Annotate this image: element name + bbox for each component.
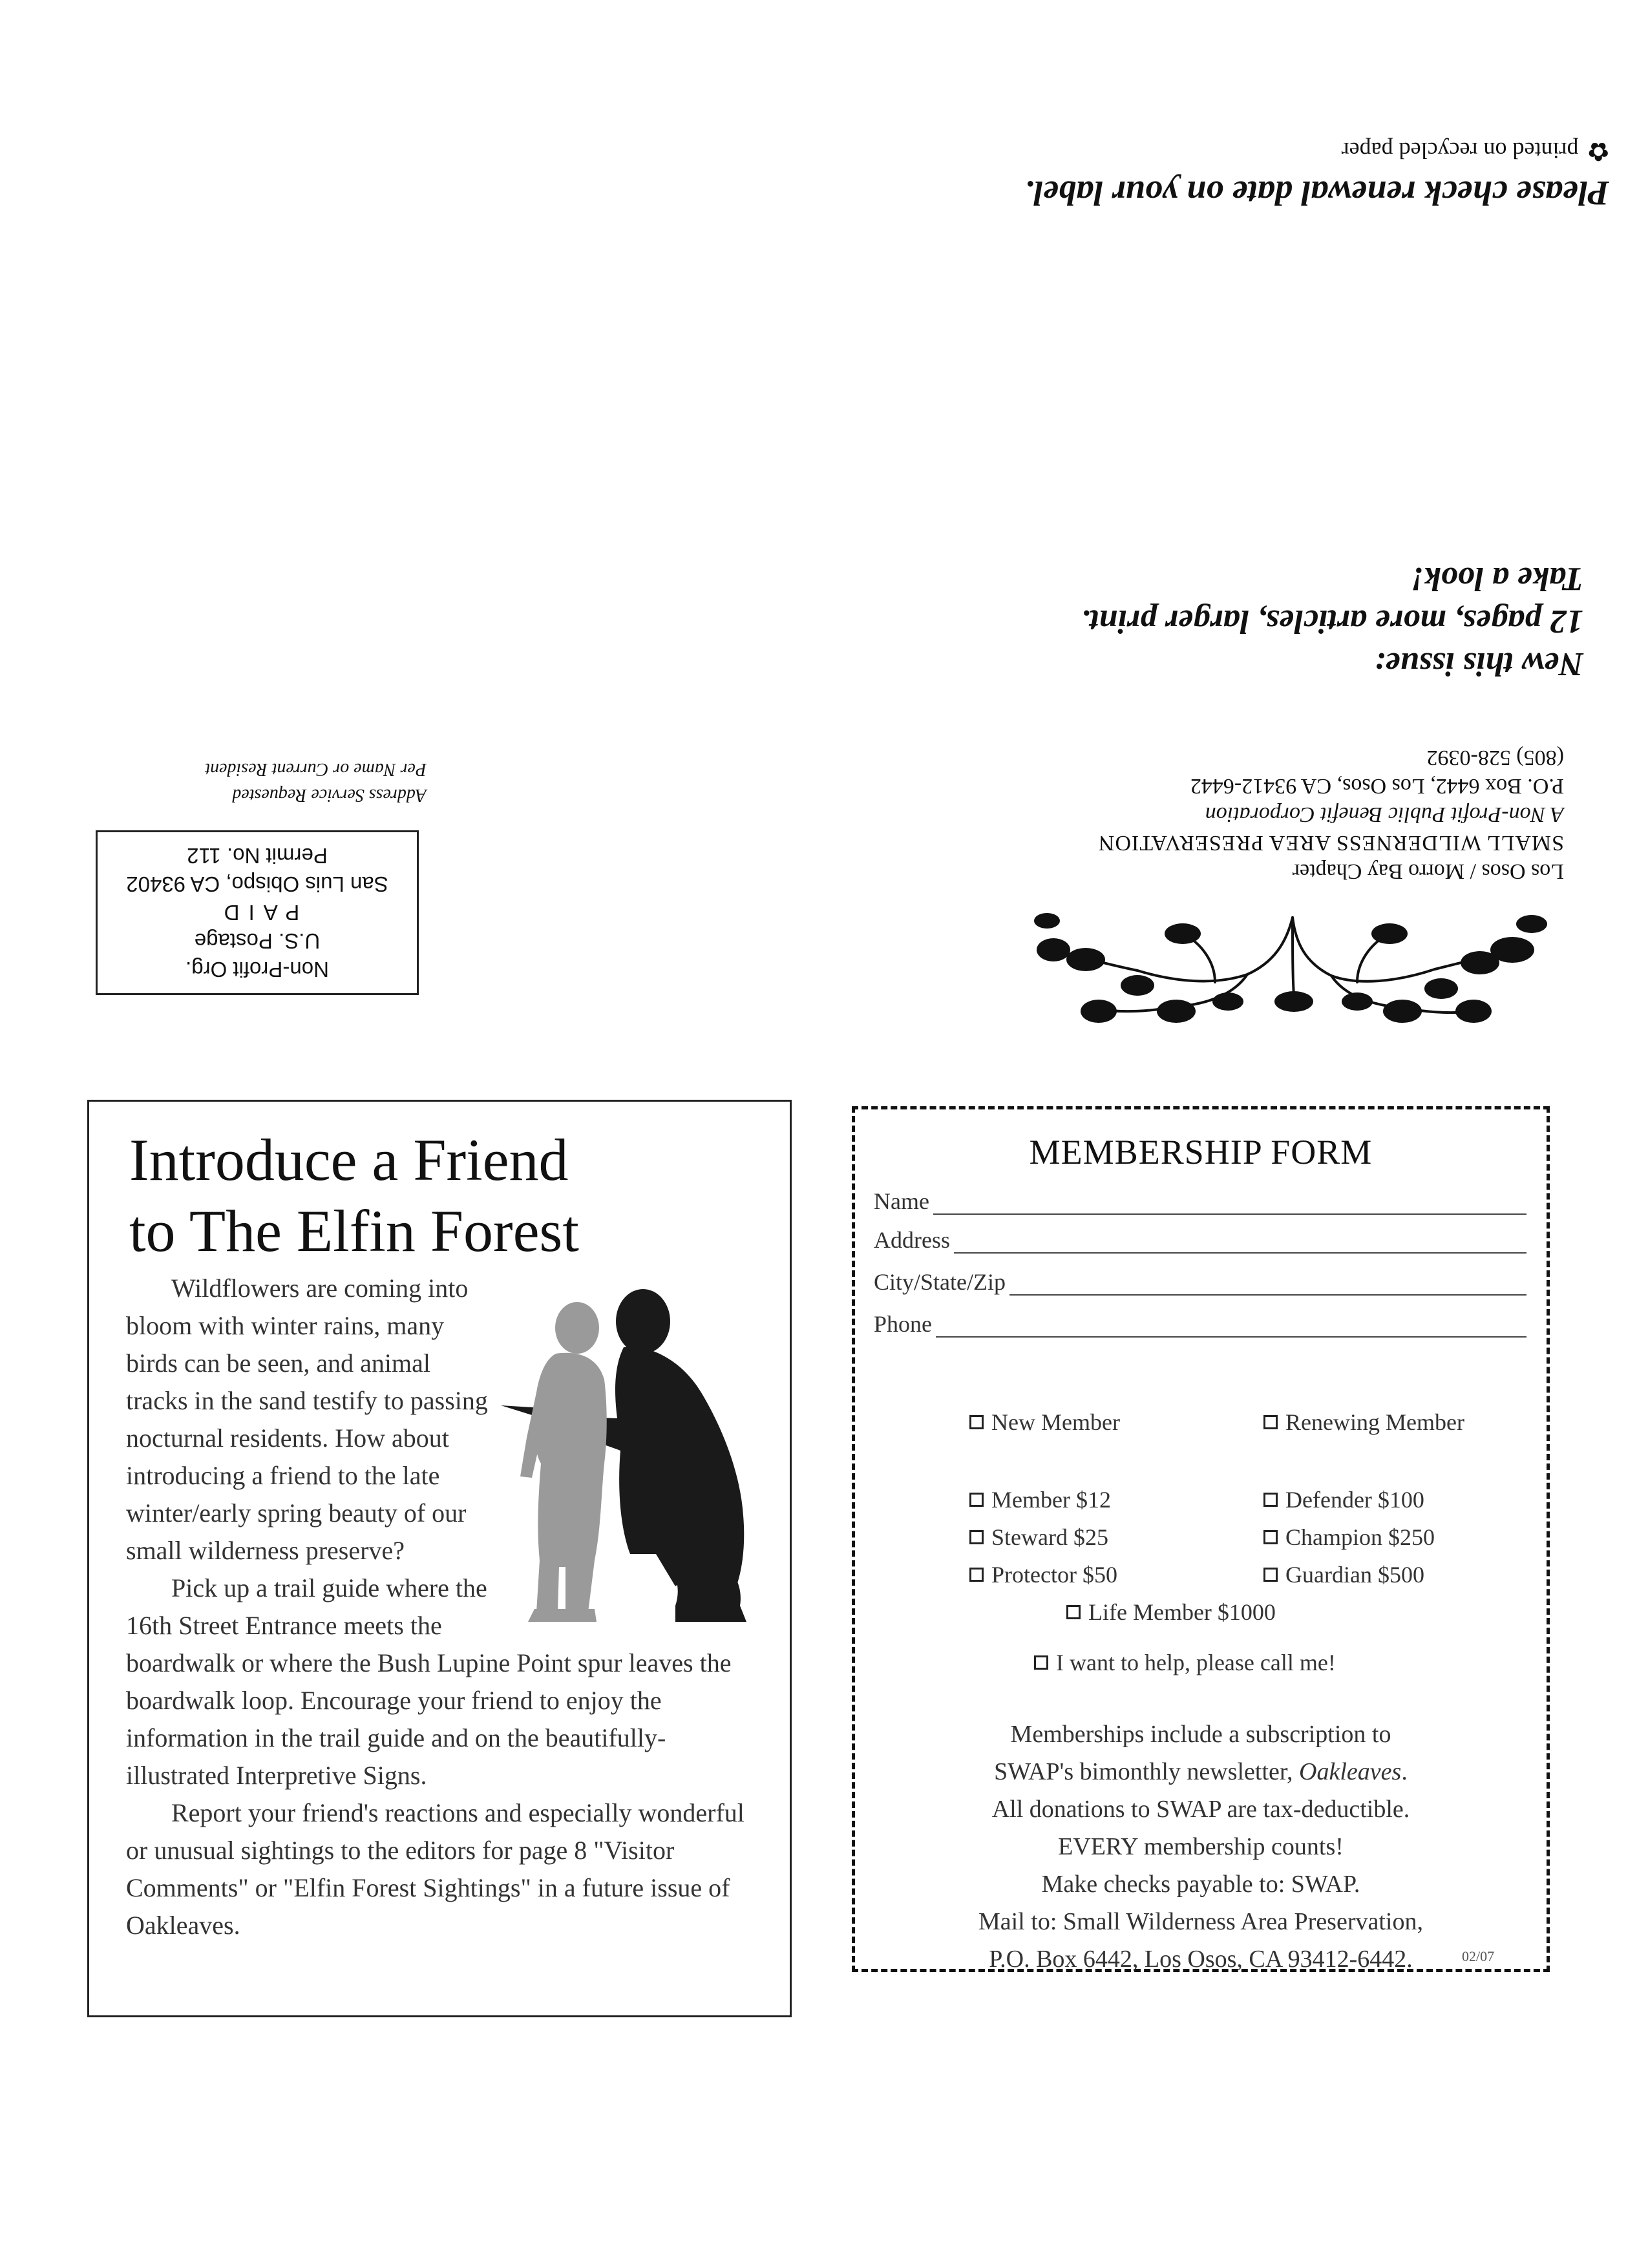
adult-and-child-silhouette	[481, 1283, 753, 1657]
notes-line-3: All donations to SWAP are tax-deductible.	[991, 1796, 1410, 1823]
defender-100-label: Defender $100	[1285, 1487, 1424, 1513]
form-code: 02/07	[1462, 1948, 1495, 1964]
oak-tree-logo	[1034, 905, 1551, 1047]
membership-form-title: MEMBERSHIP FORM	[1029, 1133, 1373, 1171]
chapter-address	[1008, 737, 1564, 885]
protector-50-option[interactable]	[969, 1561, 1117, 1588]
return-service-line-2: Per Name or Current Resident	[205, 759, 427, 779]
chapter-line-3: A Non-Profit Public Benefit Corporation	[1205, 803, 1564, 826]
new-issue-line-1: New this issue:	[1374, 646, 1583, 682]
phone-label: Phone	[874, 1311, 932, 1337]
protector-50-label: Protector $50	[991, 1562, 1117, 1588]
protector-50-checkbox[interactable]	[969, 1568, 984, 1582]
champion-250-option[interactable]	[1263, 1524, 1435, 1551]
member-12-option[interactable]	[969, 1486, 1111, 1513]
new-issue-line-2: 12 pages, more articles, larger print.	[1081, 603, 1583, 640]
member-12-checkbox[interactable]	[969, 1493, 984, 1507]
help-option[interactable]	[1034, 1649, 1336, 1676]
life-member-option[interactable]	[1066, 1599, 1276, 1626]
recycle-leaf-icon: ✿	[1587, 137, 1609, 166]
chapter-line-1: Los Osos / Morro Bay Chapter	[1292, 859, 1564, 883]
newsletter-name: Oakleaves	[1299, 1758, 1402, 1785]
article-paragraph-1: Wildflowers are coming into bloom with winter rains, many birds can be seen, and animal tracks in the sand testify to passing nocturnal residents. How about introducing a friend to the late winter/early spring beauty of our small wilderness preserve?	[126, 1274, 488, 1565]
renewing-member-label: Renewing Member	[1285, 1409, 1464, 1435]
postage-line-5: Permit No. 112	[187, 844, 328, 868]
membership-notes	[852, 1716, 1550, 1978]
help-checkbox[interactable]	[1034, 1655, 1048, 1670]
renewing-member-option[interactable]	[1263, 1409, 1464, 1436]
notes-line-7: P.O. Box 6442, Los Osos, CA 93412-6442.	[989, 1946, 1413, 1973]
postage-indicia	[96, 830, 419, 995]
article-title	[129, 1124, 698, 1266]
name-label: Name	[874, 1188, 929, 1214]
new-member-checkbox[interactable]	[969, 1415, 984, 1429]
city-state-zip-label: City/State/Zip	[874, 1269, 1006, 1295]
new-issue-callout	[1047, 504, 1583, 685]
notes-line-1: Memberships include a subscription to	[1010, 1721, 1391, 1748]
steward-25-option[interactable]	[969, 1524, 1108, 1551]
chapter-line-5: (805) 528-0392	[1426, 746, 1564, 770]
champion-250-checkbox[interactable]	[1263, 1530, 1278, 1544]
defender-100-option[interactable]	[1263, 1486, 1424, 1513]
article-title-line-2: to The Elfin Forest	[129, 1198, 579, 1264]
notes-line-2	[852, 1753, 1550, 1790]
chapter-line-2: SMALL WILDERNESS AREA PRESERVATION	[1097, 831, 1564, 855]
phone-field[interactable]	[874, 1305, 1527, 1338]
phone-input-line[interactable]	[936, 1314, 1527, 1338]
article-paragraph-3: Report your friend's reactions and especially wonderful or unusual sightings to the editors for page 8 "Visitor Comments" or "Elfin Forest Sightings" in a future issue of Oakleaves.	[126, 1798, 745, 1940]
help-label: I want to help, please call me!	[1056, 1650, 1336, 1675]
renewal-notice-block	[892, 103, 1609, 213]
notes-line-4: EVERY membership counts!	[1058, 1833, 1344, 1860]
address-label: Address	[874, 1227, 950, 1253]
new-issue-line-3: Take a look!	[1411, 560, 1583, 597]
guardian-500-option[interactable]	[1263, 1561, 1424, 1588]
member-12-label: Member $12	[991, 1487, 1111, 1513]
recycled-note	[892, 136, 1609, 167]
renewal-notice: Please check renewal date on your label.	[1024, 174, 1609, 213]
city-state-zip-field[interactable]	[874, 1263, 1527, 1296]
notes-line-6: Mail to: Small Wilderness Area Preservation,	[978, 1908, 1423, 1935]
new-member-label: New Member	[991, 1409, 1120, 1435]
notes-line-2-prefix: SWAP's bimonthly newsletter,	[994, 1758, 1300, 1785]
guardian-500-label: Guardian $500	[1285, 1562, 1424, 1588]
new-member-option[interactable]	[969, 1409, 1120, 1436]
recycled-note-text: printed on recycled paper	[1341, 138, 1579, 163]
return-service-line-1: Address Service Requested	[232, 785, 427, 805]
name-input-line[interactable]	[933, 1192, 1527, 1215]
notes-line-5: Make checks payable to: SWAP.	[1041, 1871, 1360, 1898]
chapter-line-4: P.O. Box 6442, Los Osos, CA 93412-6442	[1190, 774, 1564, 798]
city-state-zip-input-line[interactable]	[1009, 1272, 1527, 1296]
life-member-label: Life Member $1000	[1088, 1599, 1276, 1625]
steward-25-label: Steward $25	[991, 1524, 1108, 1550]
guardian-500-checkbox[interactable]	[1263, 1568, 1278, 1582]
address-field[interactable]	[874, 1221, 1527, 1254]
notes-line-2-suffix: .	[1401, 1758, 1408, 1785]
postage-line-2: U.S. Postage	[194, 929, 321, 954]
defender-100-checkbox[interactable]	[1263, 1493, 1278, 1507]
steward-25-checkbox[interactable]	[969, 1530, 984, 1544]
postage-line-1: Non-Profit Org.	[185, 958, 329, 982]
address-input-line[interactable]	[954, 1230, 1527, 1254]
postage-line-4: San Luis Obispo, CA 93402	[126, 872, 388, 897]
article-title-line-1: Introduce a Friend	[129, 1127, 569, 1193]
name-field[interactable]	[874, 1182, 1527, 1215]
life-member-checkbox[interactable]	[1066, 1605, 1081, 1619]
renewing-member-checkbox[interactable]	[1263, 1415, 1278, 1429]
champion-250-label: Champion $250	[1285, 1524, 1435, 1550]
postage-paid: PAID	[215, 901, 300, 925]
article-paragraph-2: Pick up a trail guide where the 16th Street Entrance meets the boardwalk or where the Bush Lupine Point spur leaves the boardwalk loop. Encourage your friend to enjoy the information in the trail guide and on the beautifully-illustrated Interpretive Signs.	[126, 1573, 732, 1790]
return-service-block	[194, 743, 427, 808]
